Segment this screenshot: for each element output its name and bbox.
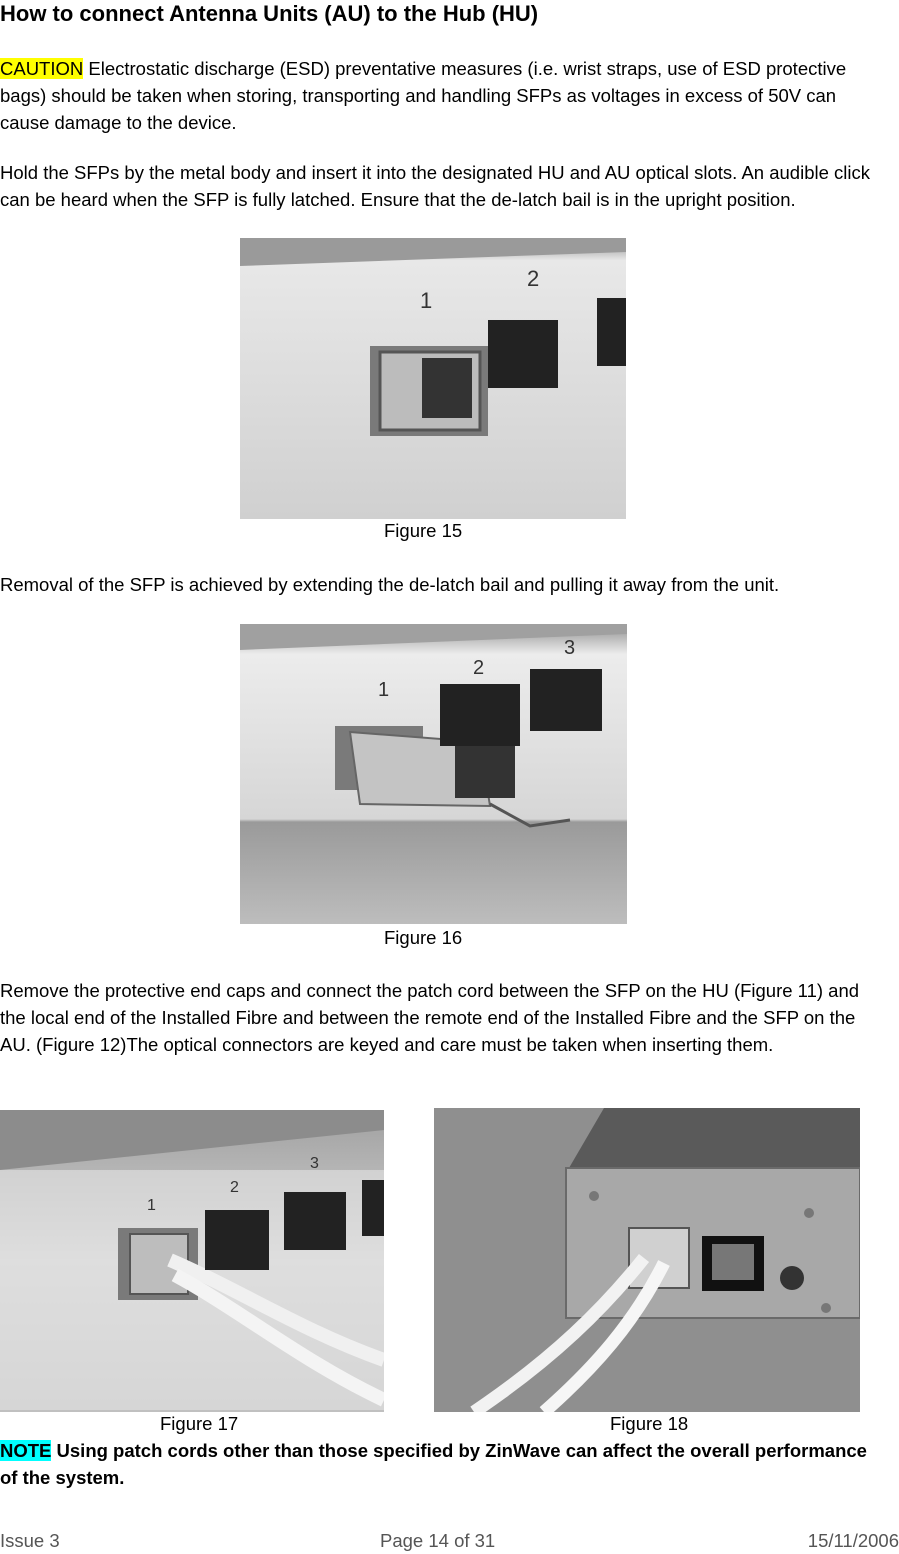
insert-paragraph: Hold the SFPs by the metal body and insert it into the designated HU and AU optical slots. An audible click can be heard when the SFP is fully latched. Ensure that the de-latch bail is in the upright position. [0, 162, 870, 210]
figure-16-port-label-2: 2 [473, 657, 485, 679]
figure-15-photo [240, 238, 626, 519]
figure-16-port-label-3: 3 [564, 637, 576, 659]
note-paragraph [0, 1437, 880, 1491]
figure-17-caption: Figure 17 [160, 1413, 239, 1434]
caution-paragraph [0, 55, 880, 136]
figure-16-port-label-1: 1 [378, 679, 390, 701]
footer-date: 15/11/2006 [807, 1530, 899, 1551]
footer-issue: Issue 3 [0, 1530, 60, 1551]
caution-text: Electrostatic discharge (ESD) preventative measures (i.e. wrist straps, use of ESD protective bags) should be taken when storing, transporting and handling SFPs as voltages in excess of 50V can cause damage to the device. [0, 58, 847, 133]
caution-label: CAUTION [0, 58, 84, 79]
figure-17-port-label-3: 3 [310, 1155, 319, 1172]
figure-16-photo [240, 624, 627, 924]
footer-page-number: Page 14 of 31 [380, 1530, 496, 1551]
page-title: How to connect Antenna Units (AU) to the Hub (HU) [0, 1, 539, 26]
figure-18-caption: Figure 18 [610, 1413, 689, 1434]
figure-16-caption: Figure 16 [384, 927, 463, 948]
figure-15-caption: Figure 15 [384, 520, 463, 541]
removal-paragraph: Removal of the SFP is achieved by extending the de-latch bail and pulling it away from the unit. [0, 574, 780, 595]
connect-paragraph: Remove the protective end caps and connect the patch cord between the SFP on the HU (Figure 11) and the local end of the Installed Fibre and between the remote end of the Installed Fibre and the SFP on the AU. (Figure 12)The optical connectors are keyed and care must be taken when inserting them. [0, 980, 860, 1055]
figure-17-port-label-1: 1 [147, 1197, 156, 1214]
figure-17-port-label-2: 2 [230, 1179, 239, 1196]
note-label: NOTE [0, 1440, 52, 1461]
figure-15-port-label-1: 1 [420, 288, 433, 313]
note-text: Using patch cords other than those specified by ZinWave can affect the overall performance of the system. [0, 1440, 867, 1488]
figure-15-port-label-2: 2 [527, 266, 540, 291]
figure-18-photo [434, 1108, 860, 1412]
figure-17-photo [0, 1110, 384, 1412]
